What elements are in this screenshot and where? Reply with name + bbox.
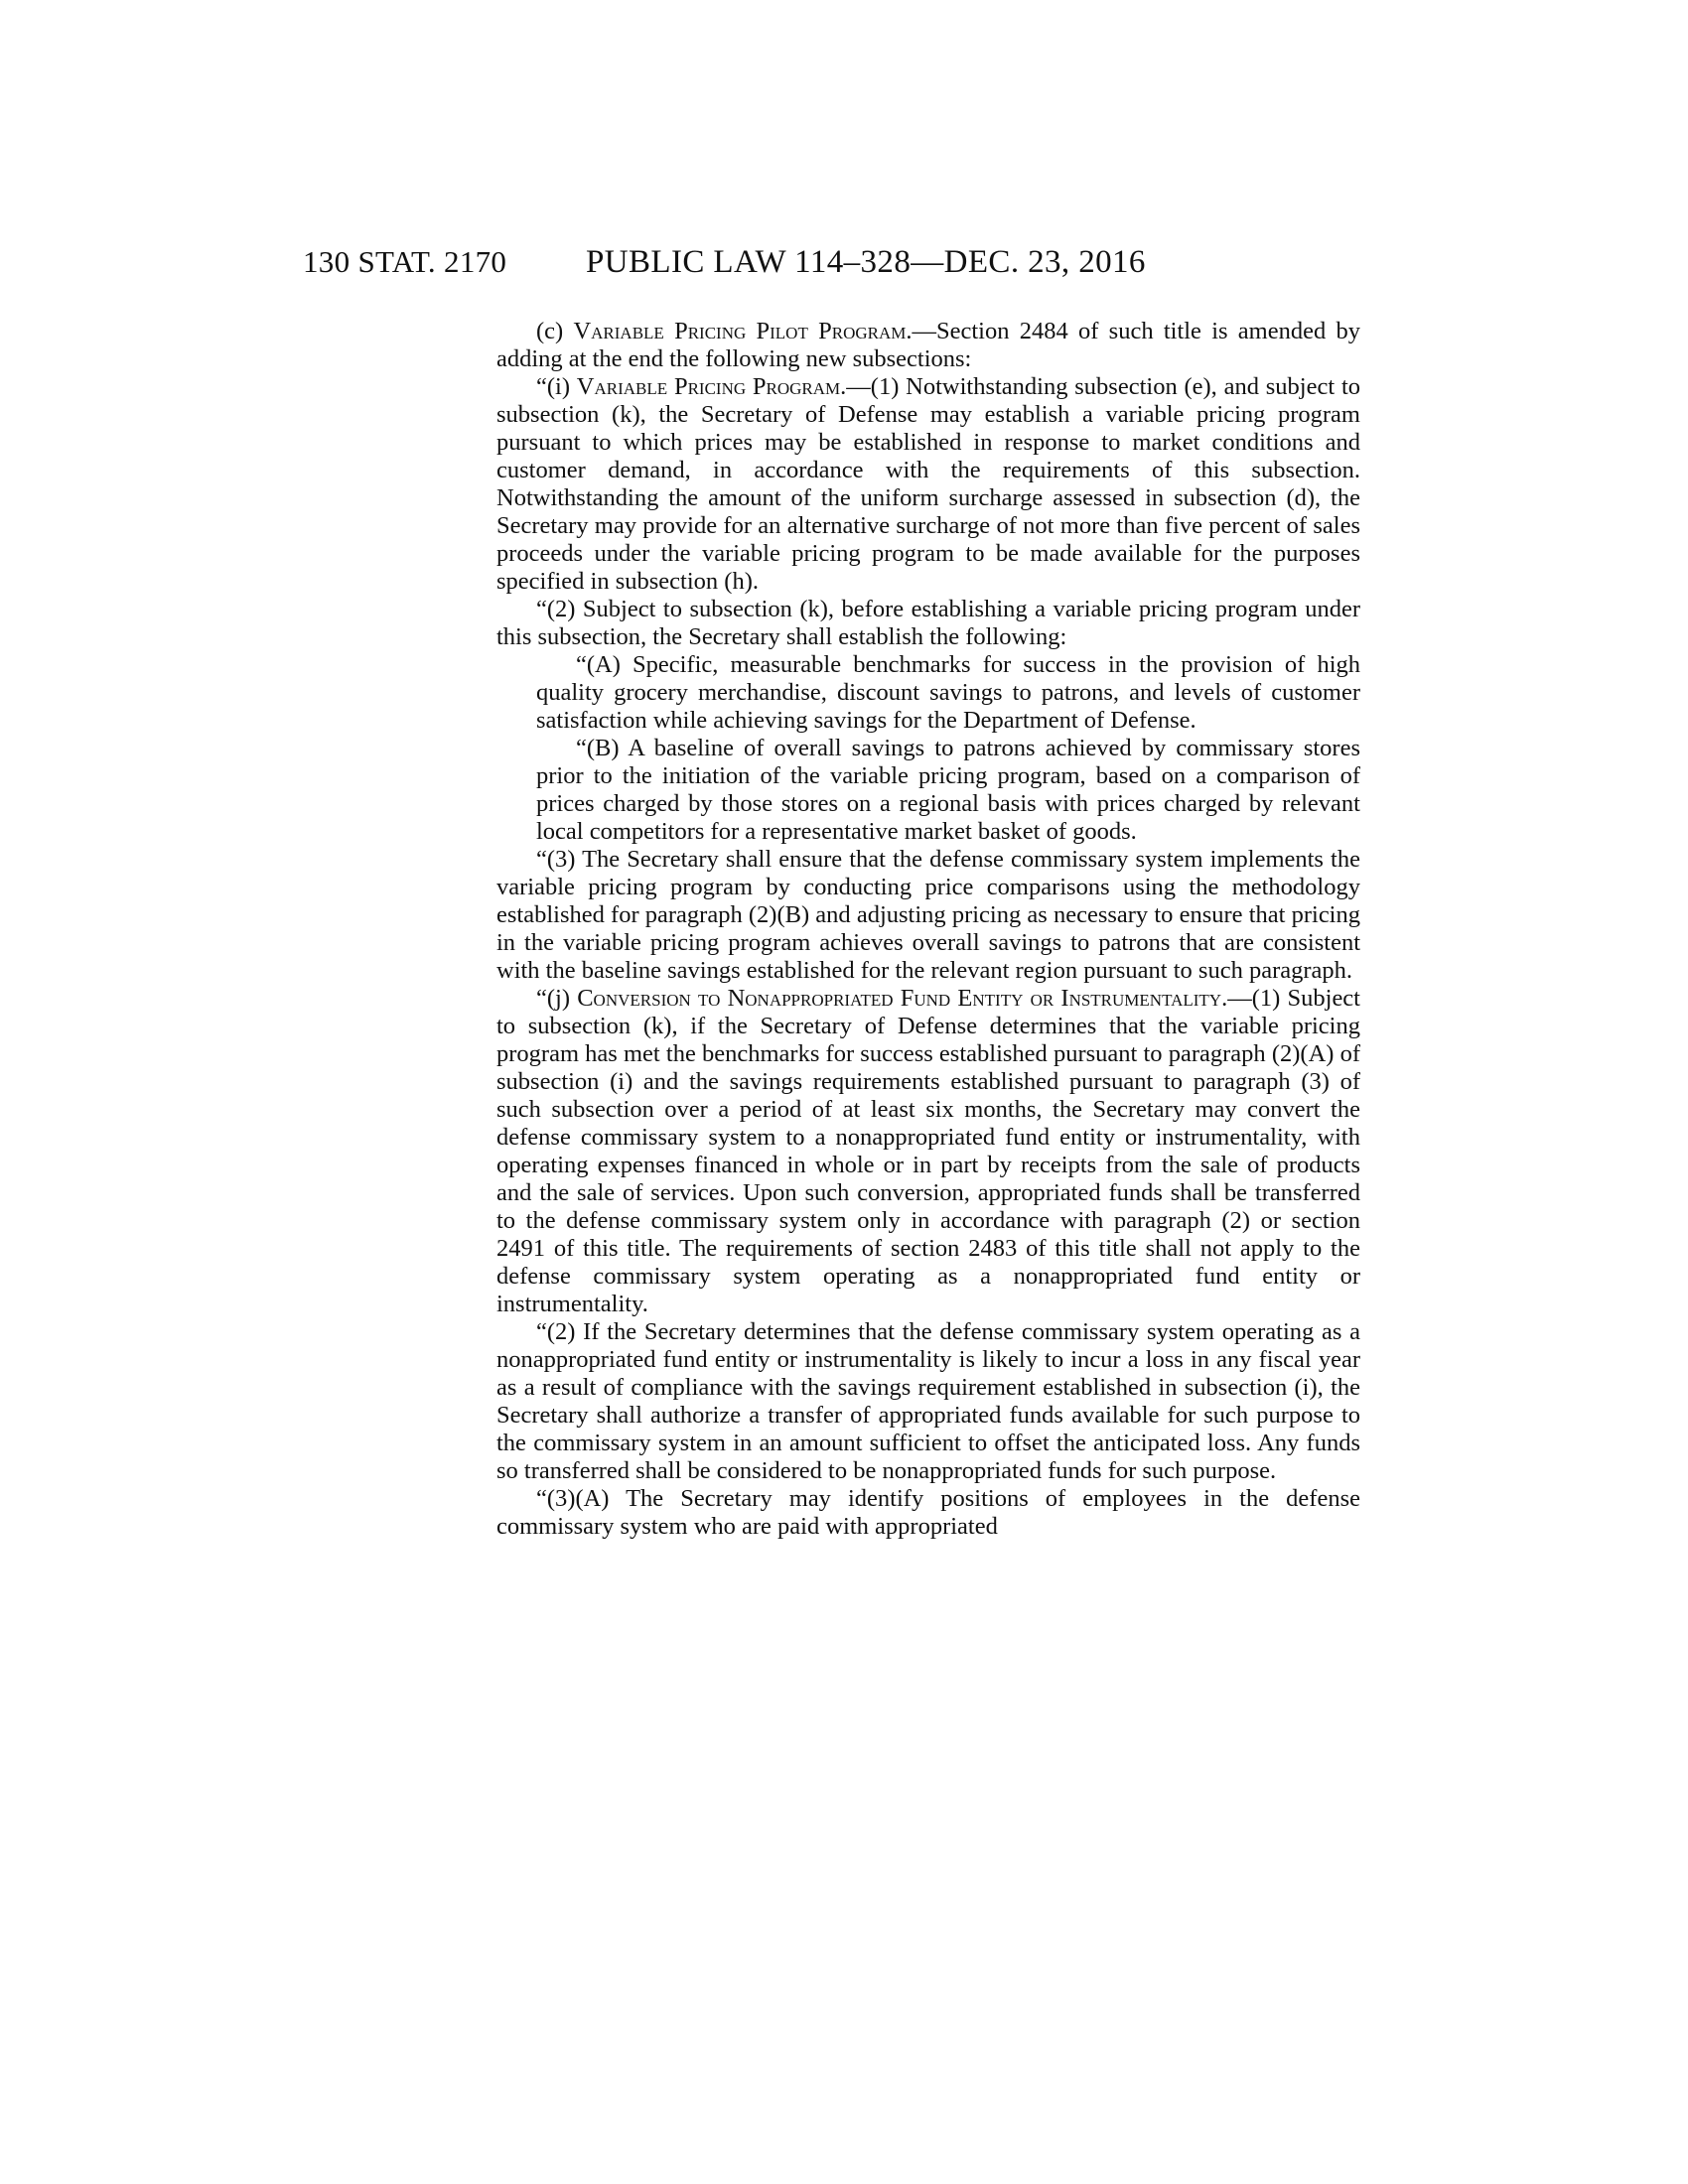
public-law-title: PUBLIC LAW 114–328—DEC. 23, 2016 <box>586 244 1146 280</box>
paragraph-text: .—(1) Notwithstanding subsection (e), and subject to subsection (k), the Secretary of Defense may establish a variable pricing program pursuant to which prices may be established in response to market conditions and customer demand, in accordance with the requirements of this subsection. Notwithstanding the amount of the uniform surcharge assessed in subsection (d), the Secretary may provide for an alternative surcharge of not more than five percent of sales proceeds under the variable pricing program to be made available for the purposes specified in subsection (h). <box>496 373 1360 595</box>
section-heading: Conversion to Nonappropriated Fund Entity or Instrumentality <box>577 985 1222 1012</box>
section-heading: Variable Pricing Pilot Program <box>573 318 907 344</box>
paragraph-j-conversion <box>496 985 1360 1318</box>
paragraph-i-2: “(2) Subject to subsection (k), before establishing a variable pricing program under this subsection, the Secretary shall establish the following: <box>496 596 1360 650</box>
paragraph-text: .—(1) Subject to subsection (k), if the Secretary of Defense determines that the variable pricing program has met the benchmarks for success established pursuant to paragraph (2)(A) of subsection (i) and the savings requirements established pursuant to paragraph (3) of such subsection over a period of at least six months, the Secretary may convert the defense commissary system to a nonappropriated fund entity or instrumentality, with operating expenses financed in whole or in part by receipts from the sale of products and the sale of services. Upon such conversion, appropriated funds shall be transferred to the defense commissary system only in accordance with paragraph (2) or section 2491 of this title. The requirements of section 2483 of this title shall not apply to the defense commissary system operating as a nonappropriated fund entity or instrumentality. <box>496 985 1360 1317</box>
paragraph-j-3-a: “(3)(A) The Secretary may identify positions of employees in the defense commissary system who are paid with appropriated <box>496 1485 1360 1540</box>
statute-page-reference: 130 STAT. 2170 <box>303 244 507 279</box>
paragraph-lead: “(j) <box>536 985 578 1012</box>
paragraph-j-2: “(2) If the Secretary determines that the defense commissary system operating as a nonappropriated fund entity or instrumentality is likely to incur a loss in any fiscal year as a result of compliance with the savings requirement established in subsection (i), the Secretary shall authorize a transfer of appropriated funds available for such purpose to the commissary system in an amount sufficient to offset the anticipated loss. Any funds so transferred shall be considered to be nonappropriated funds for such purpose. <box>496 1318 1360 1484</box>
paragraph-i-2-a: “(A) Specific, measurable benchmarks for success in the provision of high quality grocery merchandise, discount savings to patrons, and levels of customer satisfaction while achieving savings for the Department of Defense. <box>536 651 1360 734</box>
paragraph-lead: (c) <box>536 318 574 344</box>
section-heading: Variable Pricing Program <box>576 373 841 400</box>
paragraph-c-variable-pricing-pilot <box>496 318 1360 373</box>
paragraph-i-3: “(3) The Secretary shall ensure that the defense commissary system implements the variable pricing program by conducting price comparisons using the methodology established for paragraph (2)(B) and adjusting pricing as necessary to ensure that pricing in the variable pricing program achieves overall savings to patrons that are consistent with the baseline savings established for the relevant region pursuant to such paragraph. <box>496 846 1360 984</box>
paragraph-lead: “(i) <box>536 373 577 400</box>
paragraph-i-2-b: “(B) A baseline of overall savings to patrons achieved by commissary stores prior to the initiation of the variable pricing program, based on a comparison of prices charged by those stores on a regional basis with prices charged by relevant local competitors for a representative market basket of goods. <box>536 735 1360 845</box>
paragraph-text: .—Section 2484 of such title is amended by adding at the end the following new subsections: <box>496 318 1360 372</box>
paragraph-i-variable-pricing-program <box>496 373 1360 596</box>
page-header <box>0 244 1688 284</box>
statute-body <box>496 318 1360 1541</box>
